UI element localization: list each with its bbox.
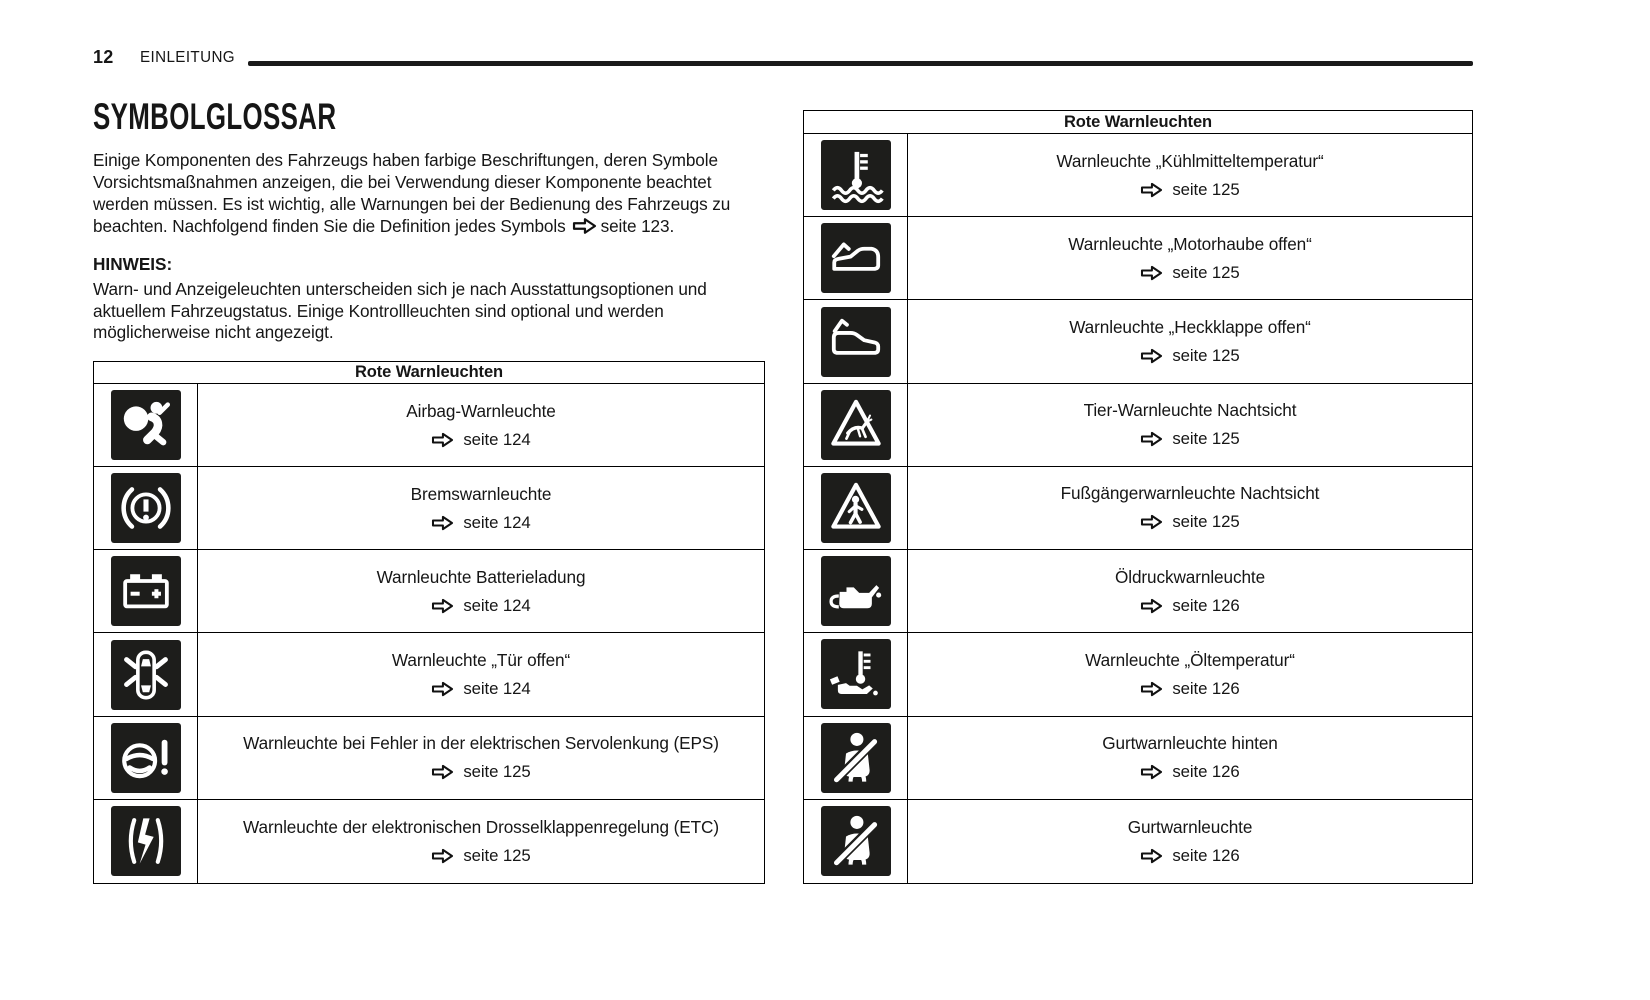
table-row-seatbelt bbox=[804, 800, 1472, 883]
page-ref-arrow-icon bbox=[431, 848, 454, 864]
page-ref-link[interactable] bbox=[1140, 762, 1239, 782]
right-warning-table bbox=[803, 110, 1473, 884]
page-ref-text: seite 126 bbox=[1172, 595, 1240, 615]
table-row-seatbelt-rear bbox=[804, 717, 1472, 800]
row-label: Tier-Warnleuchte Nachtsicht bbox=[1083, 400, 1297, 421]
seatbelt-icon bbox=[821, 806, 891, 876]
page-ref-link[interactable] bbox=[1140, 180, 1239, 200]
note-text: Warn- und Anzeigeleuchten unterscheiden sich je nach Ausstattungsoptionen und aktuellem Fahrzeugstatus. Einige Kontrollleuchten sind optional und werden möglicherweise nicht angezeigt. bbox=[93, 279, 707, 342]
page-ref-link[interactable] bbox=[431, 846, 530, 866]
page-ref-arrow-icon bbox=[1140, 431, 1163, 447]
page-title: SYMBOLGLOSSAR bbox=[93, 96, 337, 137]
table-row-brake bbox=[94, 467, 764, 550]
note-heading: HINWEIS: bbox=[93, 254, 173, 274]
page-ref-text: seite 125 bbox=[1172, 179, 1240, 199]
page-ref-arrow-icon bbox=[431, 764, 454, 780]
page-ref-text: seite 124 bbox=[463, 429, 531, 449]
row-label: Warnleuchte der elektronischen Drosselklappenregelung (ETC) bbox=[243, 816, 719, 837]
animal-detection-icon bbox=[821, 390, 891, 460]
page-ref-link[interactable] bbox=[1140, 346, 1239, 366]
page-ref-text: seite 125 bbox=[463, 845, 531, 865]
page-ref-text: seite 126 bbox=[1172, 845, 1240, 865]
page-ref-arrow-icon bbox=[431, 598, 454, 614]
page-ref-arrow-icon bbox=[1140, 848, 1163, 864]
page-ref-arrow-icon bbox=[431, 681, 454, 697]
page-ref-arrow-icon bbox=[1140, 598, 1163, 614]
page-ref-text: seite 125 bbox=[1172, 262, 1240, 282]
oil-pressure-icon bbox=[821, 556, 891, 626]
page-ref-arrow-icon bbox=[1140, 681, 1163, 697]
table-row-airbag bbox=[94, 384, 764, 467]
airbag-warning-icon bbox=[111, 390, 181, 460]
row-label: Warnleuchte „Öltemperatur“ bbox=[1085, 649, 1295, 670]
hood-open-icon bbox=[821, 223, 891, 293]
door-open-icon bbox=[111, 640, 181, 710]
table-row-coolant-temp bbox=[804, 134, 1472, 217]
left-table-header: Rote Warnleuchten bbox=[94, 362, 764, 384]
page-ref-link[interactable] bbox=[431, 430, 530, 450]
tailgate-open-icon bbox=[821, 307, 891, 377]
brake-warning-icon bbox=[111, 473, 181, 543]
right-table-header: Rote Warnleuchten bbox=[804, 111, 1472, 134]
page-ref-link[interactable] bbox=[1140, 429, 1239, 449]
page-number: 12 bbox=[93, 47, 114, 67]
page-ref-arrow-icon bbox=[1140, 265, 1163, 281]
page-ref-text: seite 125 bbox=[463, 762, 531, 782]
pedestrian-detection-icon bbox=[821, 473, 891, 543]
page-ref-text: seite 125 bbox=[1172, 346, 1240, 366]
page-ref-text: seite 125 bbox=[1172, 512, 1240, 532]
intro-page-ref[interactable]: seite 123. bbox=[600, 216, 675, 236]
table-row-animal-night-vision bbox=[804, 384, 1472, 467]
row-label: Gurtwarnleuchte hinten bbox=[1102, 733, 1278, 754]
page-ref-link[interactable] bbox=[431, 513, 530, 533]
page-ref-arrow-icon bbox=[1140, 514, 1163, 530]
intro-paragraph bbox=[93, 149, 765, 240]
header-rule bbox=[248, 61, 1473, 66]
section-header: EINLEITUNG bbox=[140, 49, 236, 66]
table-row-etc bbox=[94, 800, 764, 883]
page-ref-text: seite 124 bbox=[463, 679, 531, 699]
row-label: Warnleuchte „Tür offen“ bbox=[391, 650, 571, 671]
left-warning-table bbox=[93, 361, 765, 884]
page-ref-arrow-icon bbox=[431, 432, 454, 448]
table-row-oil-pressure bbox=[804, 550, 1472, 633]
power-steering-warning-icon bbox=[111, 723, 181, 793]
coolant-temperature-icon bbox=[821, 140, 891, 210]
page-ref-text: seite 126 bbox=[1172, 678, 1240, 698]
table-row-hood-open bbox=[804, 217, 1472, 300]
row-label: Gurtwarnleuchte bbox=[1127, 816, 1253, 837]
table-row-oil-temperature bbox=[804, 633, 1472, 716]
page-ref-text: seite 125 bbox=[1172, 429, 1240, 449]
electronic-throttle-warning-icon bbox=[111, 806, 181, 876]
row-label: Warnleuchte „Motorhaube offen“ bbox=[1068, 233, 1312, 254]
table-row-pedestrian-night-vision bbox=[804, 467, 1472, 550]
table-row-door-open bbox=[94, 633, 764, 716]
page-ref-link[interactable] bbox=[1140, 512, 1239, 532]
page-ref-link[interactable] bbox=[1140, 679, 1239, 699]
page-ref-arrow-icon bbox=[1140, 182, 1163, 198]
row-label: Fußgängerwarnleuchte Nachtsicht bbox=[1060, 483, 1320, 504]
row-label: Bremswarnleuchte bbox=[410, 483, 552, 504]
table-row-tailgate-open bbox=[804, 300, 1472, 383]
page-ref-link[interactable] bbox=[1140, 263, 1239, 283]
row-label: Warnleuchte Batterieladung bbox=[376, 566, 586, 587]
seatbelt-rear-icon bbox=[821, 723, 891, 793]
page-ref-link[interactable] bbox=[431, 679, 530, 699]
intro-text: Einige Komponenten des Fahrzeugs haben farbige Beschriftungen, deren Symbole Vorsichtsmaßnahmen anzeigen, die bei Verwendung dieser Komponente beachtet werden müssen. Es ist wichtig, alle Warnungen bei der Bedienung des Fahrzeugs zu beachten. Nachfolgend finden Sie die Definition jedes Symbols bbox=[93, 150, 731, 236]
table-row-battery bbox=[94, 550, 764, 633]
page-ref-link[interactable] bbox=[1140, 846, 1239, 866]
row-label: Warnleuchte bei Fehler in der elektrischen Servolenkung (EPS) bbox=[243, 733, 719, 754]
oil-temperature-icon bbox=[821, 639, 891, 709]
row-label: Airbag-Warnleuchte bbox=[406, 400, 556, 421]
row-label: Warnleuchte „Heckklappe offen“ bbox=[1069, 317, 1311, 338]
page-ref-arrow-icon bbox=[1140, 348, 1163, 364]
page-ref-text: seite 126 bbox=[1172, 762, 1240, 782]
page-ref-arrow-icon bbox=[1140, 764, 1163, 780]
page-ref-text: seite 124 bbox=[463, 512, 531, 532]
page-ref-link[interactable] bbox=[431, 762, 530, 782]
battery-charge-icon bbox=[111, 556, 181, 626]
page-ref-arrow-icon bbox=[431, 515, 454, 531]
page-ref-text: seite 124 bbox=[463, 595, 531, 615]
page-ref-arrow-icon bbox=[572, 217, 597, 240]
page-ref-link[interactable] bbox=[1140, 596, 1239, 616]
page-ref-link[interactable] bbox=[431, 596, 530, 616]
row-label: Öldruckwarnleuchte bbox=[1114, 566, 1266, 587]
table-row-eps bbox=[94, 717, 764, 800]
row-label: Warnleuchte „Kühlmitteltemperatur“ bbox=[1056, 150, 1324, 171]
